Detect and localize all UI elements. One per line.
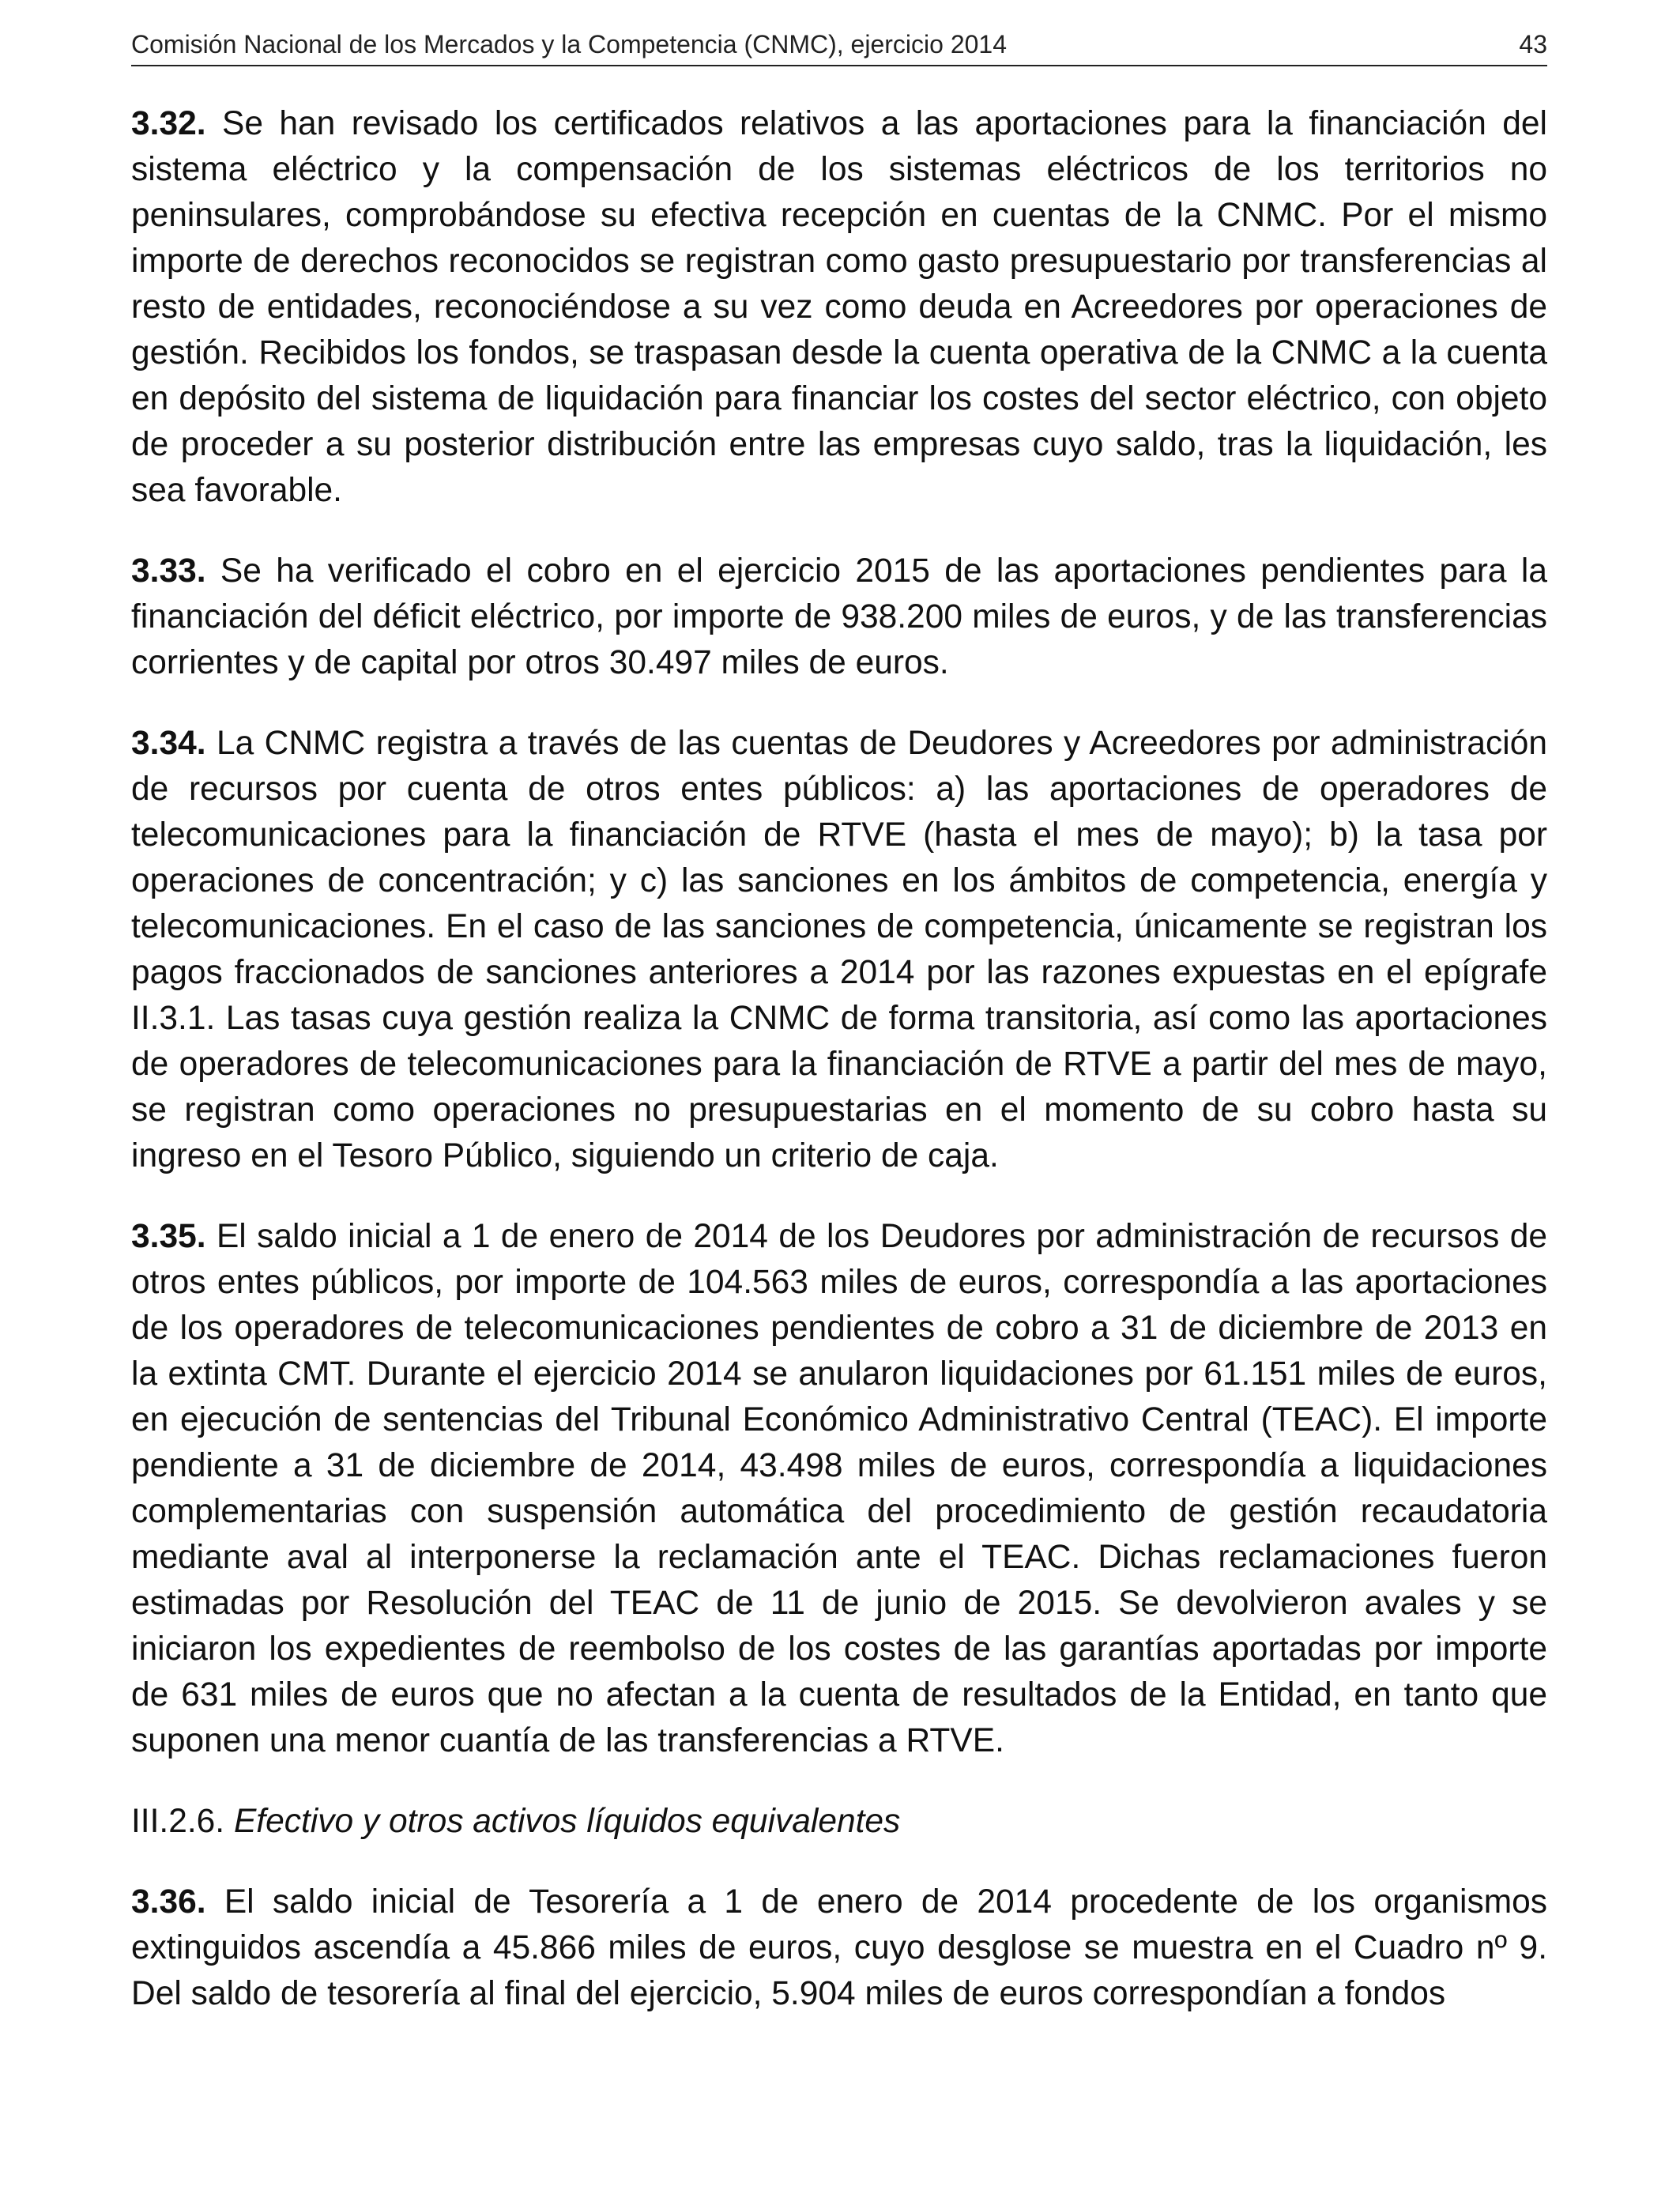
paragraph-3-32	[131, 101, 1547, 514]
paragraph-number: 3.36.	[131, 1883, 206, 1921]
section-number: III.2.6.	[131, 1803, 225, 1840]
page-number: 43	[1519, 30, 1547, 58]
paragraph-text: Se han revisado los certificados relativos a las aportaciones para la financiación del sistema eléctrico y la compensación de los sistemas eléctricos de los territorios no peninsulares, comprobándose su efectiva recepción en cuentas de la CNMC. Por el mismo importe de derechos reconocidos se registran como gasto presupuestario por transferencias al resto de entidades, reconociéndose a su vez como deuda en Acreedores por operaciones de gestión. Recibidos los fondos, se traspasan desde la cuenta operativa de la CNMC a la cuenta en depósito del sistema de liquidación para financiar los costes del sector eléctrico, con objeto de proceder a su posterior distribución entre las empresas cuyo saldo, tras la liquidación, les sea favorable.	[131, 105, 1547, 509]
paragraph-text: El saldo inicial de Tesorería a 1 de enero de 2014 procedente de los organismos extinguidos ascendía a 45.866 miles de euros, cuyo desglose se muestra en el Cuadro nº 9. Del saldo de tesorería al final del ejercicio, 5.904 miles de euros correspondían a fondos	[131, 1883, 1547, 2012]
document-page	[131, 28, 1547, 2052]
paragraph-3-36	[131, 1879, 1547, 2017]
page-content	[131, 101, 1547, 2017]
paragraph-text: El saldo inicial a 1 de enero de 2014 de los Deudores por administración de recursos de otros entes públicos, por importe de 104.563 miles de euros, correspondía a las aportaciones de los operadores de telecomunicaciones pendientes de cobro a 31 de diciembre de 2013 en la extinta CMT. Durante el ejercicio 2014 se anularon liquidaciones por 61.151 miles de euros, en ejecución de sentencias del Tribunal Económico Administrativo Central (TEAC). El importe pendiente a 31 de diciembre de 2014, 43.498 miles de euros, correspondía a liquidaciones complementarias con suspensión automática del procedimiento de gestión recaudatoria mediante aval al interponerse la reclamación ante el TEAC. Dichas reclamaciones fueron estimadas por Resolución del TEAC de 11 de junio de 2015. Se devolvieron avales y se iniciaron los expedientes de reembolso de los costes de las garantías aportadas por importe de 631 miles de euros que no afectan a la cuenta de resultados de la Entidad, en tanto que suponen una menor cuantía de las transferencias a RTVE.	[131, 1218, 1547, 1759]
paragraph-number: 3.34.	[131, 725, 206, 762]
header-title: Comisión Nacional de los Mercados y la Competencia (CNMC), ejercicio 2014	[131, 30, 1007, 58]
section-heading	[131, 1799, 1547, 1845]
paragraph-number: 3.33.	[131, 552, 206, 590]
paragraph-number: 3.35.	[131, 1218, 206, 1255]
paragraph-text: La CNMC registra a través de las cuentas de Deudores y Acreedores por administración de recursos por cuenta de otros entes públicos: a) las aportaciones de operadores de telecomunicaciones para la financiación de RTVE (hasta el mes de mayo); b) la tasa por operaciones de concentración; y c) las sanciones en los ámbitos de competencia, energía y telecomunicaciones. En el caso de las sanciones de competencia, únicamente se registran los pagos fraccionados de sanciones anteriores a 2014 por las razones expuestas en el epígrafe II.3.1. Las tasas cuya gestión realiza la CNMC de forma transitoria, así como las aportaciones de operadores de telecomunicaciones para la financiación de RTVE a partir del mes de mayo, se registran como operaciones no presupuestarias en el momento de su cobro hasta su ingreso en el Tesoro Público, siguiendo un criterio de caja.	[131, 725, 1547, 1174]
paragraph-3-35	[131, 1214, 1547, 1764]
section-title: Efectivo y otros activos líquidos equivalentes	[233, 1803, 901, 1840]
paragraph-3-33	[131, 548, 1547, 686]
paragraph-text: Se ha verificado el cobro en el ejercicio 2015 de las aportaciones pendientes para la financiación del déficit eléctrico, por importe de 938.200 miles de euros, y de las transferencias corrientes y de capital por otros 30.497 miles de euros.	[131, 552, 1547, 681]
paragraph-number: 3.32.	[131, 105, 206, 142]
page-header	[131, 28, 1547, 66]
paragraph-3-34	[131, 721, 1547, 1179]
